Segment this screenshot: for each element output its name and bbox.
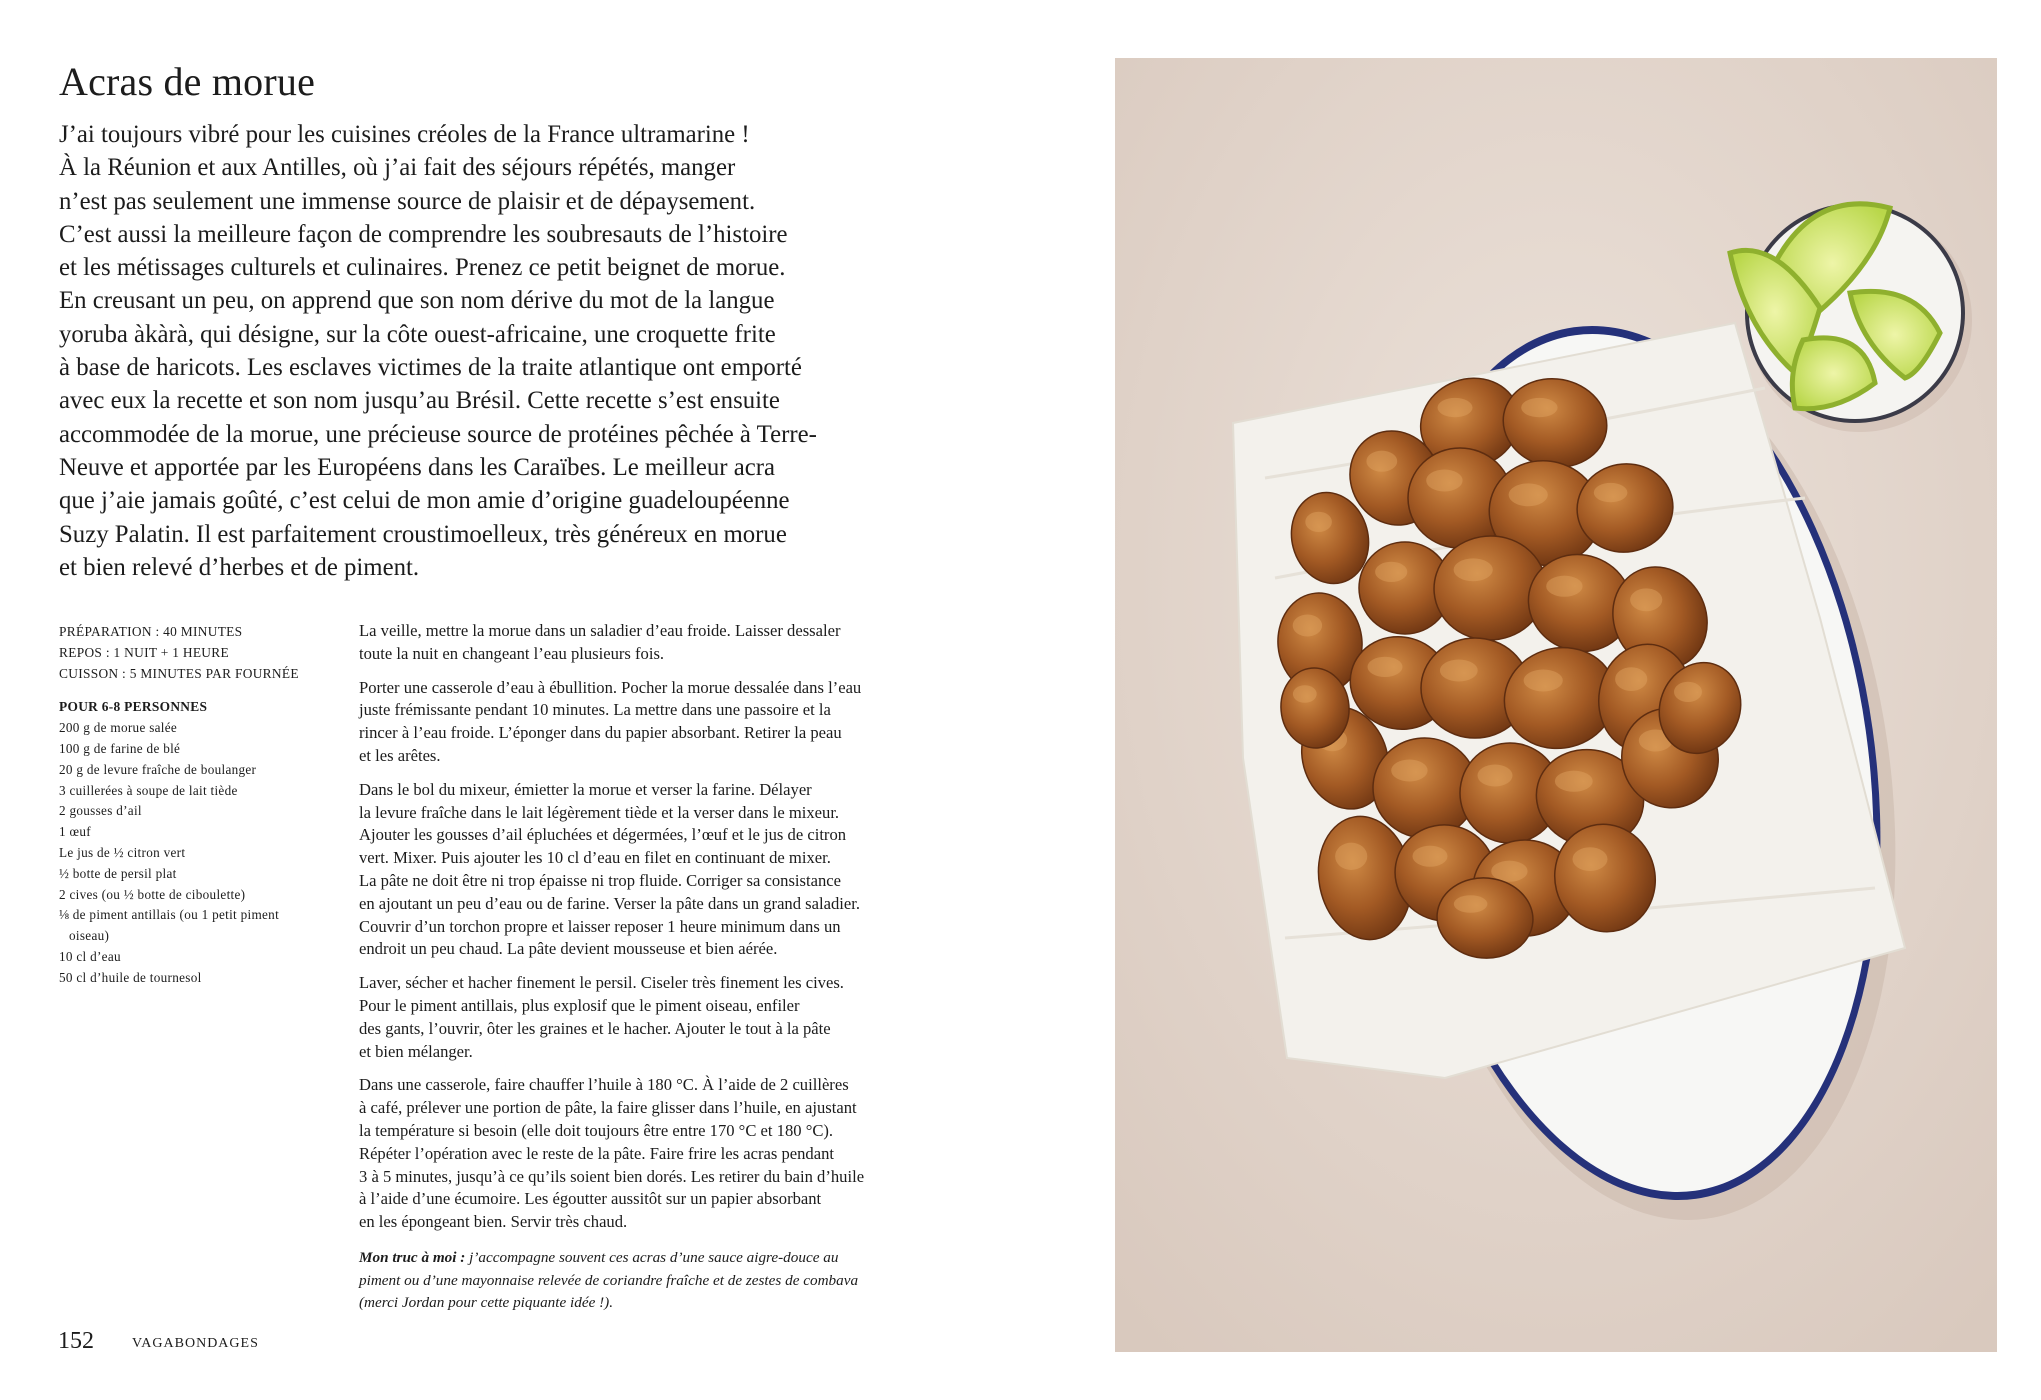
fritter-highlight xyxy=(1335,843,1367,870)
step-line: Porter une casserole d’eau à ébullition. Pocher la morue dessalée dans l’eau xyxy=(359,677,862,697)
fritter-highlight xyxy=(1366,451,1397,472)
fritter-highlight xyxy=(1305,512,1332,532)
step-line: La veille, mettre la morue dans un saladier d’eau froide. Laisser dessaler xyxy=(359,621,841,640)
fritter-highlight xyxy=(1509,483,1548,506)
fritter-highlight xyxy=(1454,558,1493,581)
intro-line: et les métissages culturels et culinaires. Prenez ce petit beignet de morue. xyxy=(59,254,786,282)
fritter-highlight xyxy=(1438,398,1473,417)
step-line: des gants, l’ouvrir, ôter les graines et le hacher. Ajouter le tout à la pâte xyxy=(359,1018,831,1038)
intro-line: J’ai toujours vibré pour les cuisines créoles de la France ultramarine ! xyxy=(59,121,750,148)
fritter-highlight xyxy=(1674,682,1702,702)
ingredient-item: ½ botte de persil plat xyxy=(59,865,177,881)
fritter-highlight xyxy=(1630,588,1662,611)
fritter-highlight xyxy=(1426,470,1462,492)
step-line: Laver, sécher et hacher finement le persil. Ciseler très finement les cives. xyxy=(359,973,844,993)
step-line: Dans le bol du mixeur, émietter la morue et verser la farine. Délayer xyxy=(359,779,812,799)
intro-line: En creusant un peu, on apprend que son nom dérive du mot de la langue xyxy=(59,287,775,315)
ingredient-item: 10 cl d’eau xyxy=(59,948,121,964)
step-line: toute la nuit en changeant l’eau plusieurs fois. xyxy=(359,643,665,663)
intro-line: yoruba àkàrà, qui désigne, sur la côte ouest-africaine, une croquette frite xyxy=(59,320,776,348)
step-line: 3 à 5 minutes, jusqu’à ce qu’ils soient bien dorés. Les retirer du bain d’huile xyxy=(359,1166,865,1186)
fritter-highlight xyxy=(1391,760,1427,782)
step-line: à café, prélever une portion de pâte, la faire glisser dans l’huile, en ajustant xyxy=(359,1098,857,1118)
recipe-steps xyxy=(359,620,959,1330)
recipe-meta xyxy=(59,622,349,989)
step-line: la température si besoin (elle doit toujours être entre 170 °C et 180 °C). xyxy=(359,1120,834,1140)
fritter-highlight xyxy=(1293,615,1322,637)
intro-line: que j’aie jamais goûté, c’est celui de mon amie d’origine guadeloupéenne xyxy=(59,487,790,515)
fritter-highlight xyxy=(1555,771,1593,792)
intro-line: Neuve et apportée par les Européens dans les Caraïbes. Le meilleur acra xyxy=(59,453,776,481)
ingredients-list xyxy=(59,718,349,988)
step-line: Dans une casserole, faire chauffer l’huile à 180 °C. À l’aide de 2 cuillères xyxy=(359,1075,849,1095)
ingredient-item: Le jus de ½ citron vert xyxy=(59,844,186,860)
step-2 xyxy=(359,677,959,768)
fritter-highlight xyxy=(1478,765,1513,787)
fritter-highlight xyxy=(1521,398,1557,417)
intro-line: À la Réunion et aux Antilles, où j’ai fait des séjours répétés, manger xyxy=(59,154,736,182)
fritter-highlight xyxy=(1594,483,1628,502)
intro-line: avec eux la recette et son nom jusqu’au Brésil. Cette recette s’est ensuite xyxy=(59,387,780,415)
fritter-highlight xyxy=(1546,576,1582,597)
step-line: Ajouter les gousses d’ail épluchées et dégermées, l’œuf et le jus de citron xyxy=(359,825,847,845)
step-line: à l’aide d’une écumoire. Les égoutter aussitôt sur un papier absorbant xyxy=(359,1189,822,1209)
tip-line xyxy=(359,1247,959,1270)
intro-line: n’est pas seulement une immense source de plaisir et de dépaysement. xyxy=(59,187,756,215)
acras-photo-illustration xyxy=(1115,58,1997,1352)
fritter-highlight xyxy=(1293,685,1317,703)
section-name: VAGABONDAGES xyxy=(132,1336,259,1351)
servings: POUR 6-8 PERSONNES xyxy=(59,699,208,715)
fritter-highlight xyxy=(1375,562,1407,582)
ingredient-item: oiseau) xyxy=(69,928,110,944)
intro-line: Suzy Palatin. Il est parfaitement croustimoelleux, très généreux en morue xyxy=(59,520,787,548)
intro-line: accommodée de la morue, une précieuse source de protéines pêchée à Terre- xyxy=(59,420,817,448)
step-line: La pâte ne doit être ni trop épaisse ni trop fluide. Corriger sa consistance xyxy=(359,870,841,890)
fritter-highlight xyxy=(1413,846,1448,867)
ingredient-item: 3 cuillerées à soupe de lait tiède xyxy=(59,782,238,798)
cooking-time: CUISSON : 5 MINUTES PAR FOURNÉE xyxy=(59,665,299,681)
tip-line: (merci Jordan pour cette piquante idée !). xyxy=(359,1294,614,1312)
step-line: endroit un peu chaud. La pâte devient mousseuse et bien aérée. xyxy=(359,939,778,959)
fritter-highlight xyxy=(1491,861,1527,882)
step-4 xyxy=(359,972,959,1063)
rest-time: REPOS : 1 NUIT + 1 HEURE xyxy=(59,644,229,660)
step-line: Répéter l’opération avec le reste de la pâte. Faire frire les acras pendant xyxy=(359,1143,834,1163)
step-line: rincer à l’eau froide. L’éponger dans du papier absorbant. Retirer la peau xyxy=(359,723,842,743)
ingredient-item: 2 cives (ou ½ botte de ciboulette) xyxy=(59,886,246,902)
fritter-highlight xyxy=(1573,847,1608,871)
step-line: Pour le piment antillais, plus explosif que le piment oiseau, enfiler xyxy=(359,995,800,1015)
step-line: et les arêtes. xyxy=(359,745,441,765)
step-line: vert. Mixer. Puis ajouter les 10 cl d’eau en filet en continuant de mixer. xyxy=(359,848,831,868)
step-line: la levure fraîche dans le lait légèrement tiède et la verser dans le mixeur. xyxy=(359,802,840,822)
step-line: et bien mélanger. xyxy=(359,1041,473,1061)
intro-line: et bien relevé d’herbes et de piment. xyxy=(59,553,420,581)
step-1 xyxy=(359,620,959,666)
tip-line: piment ou d’une mayonnaise relevée de coriandre fraîche et de zestes de combava xyxy=(359,1271,859,1289)
fritter-highlight xyxy=(1368,657,1403,677)
recipe-title: Acras de morue xyxy=(59,59,316,104)
ingredient-item: 100 g de farine de blé xyxy=(59,740,181,756)
step-3 xyxy=(359,779,959,961)
intro-line: C’est aussi la meilleure façon de comprendre les soubresauts de l’histoire xyxy=(59,220,788,248)
ingredient-item: 2 gousses d’ail xyxy=(59,803,142,819)
ingredient-item: 20 g de levure fraîche de boulanger xyxy=(59,761,257,777)
step-line: en les épongeant bien. Servir très chaud. xyxy=(359,1212,628,1232)
chef-tip xyxy=(359,1247,959,1315)
fritter-highlight xyxy=(1454,895,1488,913)
step-line: juste frémissante pendant 10 minutes. La mettre dans une passoire et la xyxy=(359,700,831,720)
preparation-time: PRÉPARATION : 40 MINUTES xyxy=(59,624,243,639)
page-number: 152 xyxy=(58,1328,94,1354)
step-line: Couvrir d’un torchon propre et laisser reposer 1 heure minimum dans un xyxy=(359,916,841,936)
recipe-photo xyxy=(1115,58,1997,1352)
step-5 xyxy=(359,1074,959,1234)
fritter-highlight xyxy=(1615,667,1647,691)
tip-label: Mon truc à moi : xyxy=(359,1248,466,1266)
ingredient-item: ⅛ de piment antillais (ou 1 petit piment xyxy=(59,907,280,923)
step-line: en ajoutant un peu d’eau ou de farine. Verser la pâte dans un grand saladier. xyxy=(359,893,861,913)
ingredient-item: 1 œuf xyxy=(59,824,91,840)
ingredient-item: 200 g de morue salée xyxy=(59,720,178,736)
ingredient-item: 50 cl d’huile de tournesol xyxy=(59,969,202,985)
tip-text: j’accompagne souvent ces acras d’une sauce aigre-douce au xyxy=(465,1248,839,1266)
recipe-intro xyxy=(59,118,939,584)
intro-line: à base de haricots. Les esclaves victimes de la traite atlantique ont emporté xyxy=(59,354,802,382)
fritter-highlight xyxy=(1440,660,1478,682)
fritter-highlight xyxy=(1524,670,1563,692)
